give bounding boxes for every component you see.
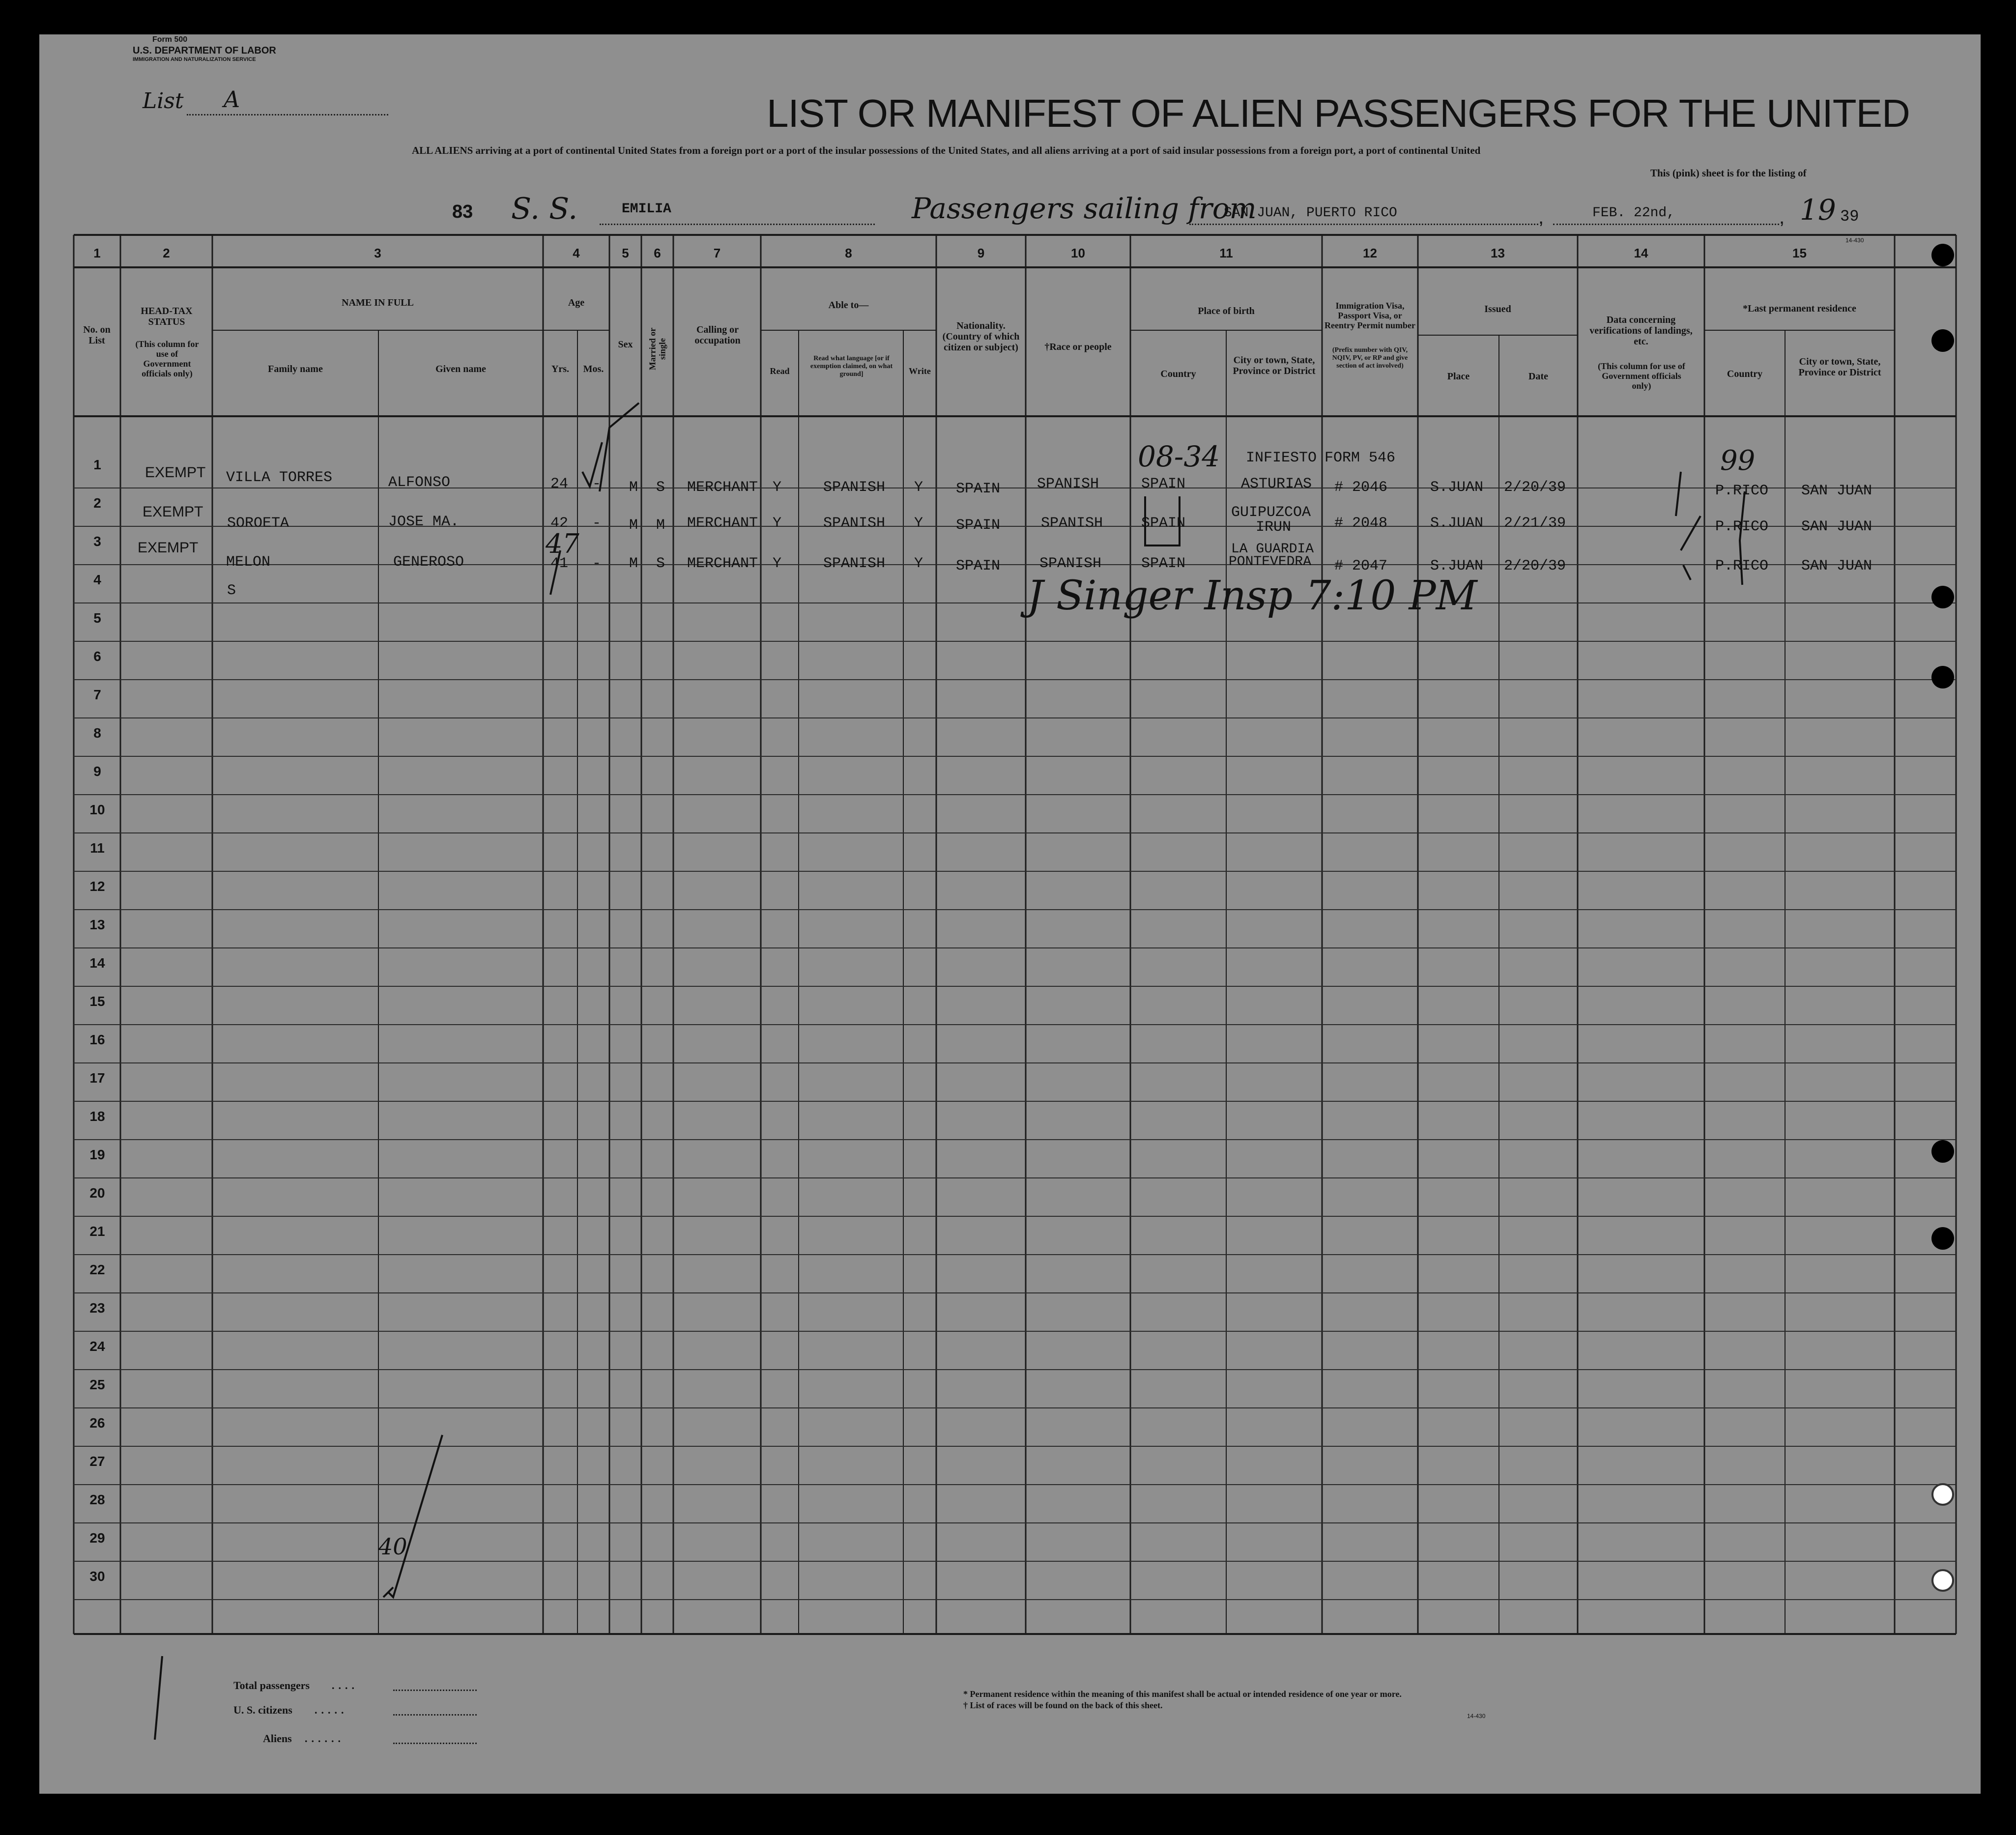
residence-country: P.RICO — [1715, 483, 1769, 499]
visa-number: # 2047 — [1334, 558, 1388, 574]
handwritten-40: 40 — [378, 1533, 407, 1560]
sex: M — [629, 517, 638, 534]
race: SPANISH — [1039, 555, 1102, 572]
binder-hole — [1931, 1227, 1954, 1250]
marital-status: S — [656, 555, 665, 572]
header-issued-date: Date — [1528, 371, 1548, 382]
header-visa: Immigration Visa, Passport Visa, or Reentry Permit number — [1325, 301, 1415, 330]
port-comma: , — [1538, 206, 1544, 228]
age-years: 42 — [550, 515, 569, 532]
handwritten-code: 08-34 — [1138, 440, 1220, 473]
can-read: Y — [773, 555, 782, 572]
column-number: 9 — [977, 246, 985, 260]
page-number: 83 — [452, 201, 473, 222]
ss-label: S. S. — [511, 192, 578, 226]
column-number: 2 — [163, 246, 170, 260]
column-number: 5 — [622, 246, 629, 260]
us-citizens-label: U. S. citizens — [233, 1704, 292, 1716]
row-number: 23 — [89, 1300, 105, 1316]
nationality: SPAIN — [956, 517, 1001, 534]
header-family-name: Family name — [268, 364, 323, 374]
column-number: 14 — [1634, 246, 1648, 260]
column-number: 3 — [374, 246, 381, 260]
nationality: SPAIN — [956, 481, 1001, 497]
birth-country: SPAIN — [1141, 515, 1186, 532]
column-number: 1 — [93, 246, 101, 260]
visa-form: FORM 546 — [1325, 450, 1396, 466]
service-name: IMMIGRATION AND NATURALIZATION SERVICE — [133, 57, 256, 62]
language: SPANISH — [823, 555, 886, 572]
column-number: 6 — [654, 246, 661, 260]
us-citizens-line — [393, 1714, 477, 1716]
column-number: 8 — [845, 246, 852, 260]
header-issued-place: Place — [1447, 371, 1470, 382]
race: SPANISH — [1041, 515, 1103, 532]
header-able-to: Able to— — [828, 300, 869, 311]
date-comma: , — [1779, 206, 1785, 228]
birth-city-above: INFIESTO — [1246, 450, 1317, 466]
occupation: MERCHANT — [687, 515, 758, 532]
race: SPANISH — [1037, 476, 1099, 492]
footnote-residence: * Permanent residence within the meaning of this manifest shall be actual or intended residence of one year or more. — [963, 1689, 1402, 1699]
birth-city: ASTURIAS — [1241, 476, 1312, 492]
row-number: 7 — [93, 687, 101, 702]
issued-place: S.JUAN — [1430, 558, 1484, 574]
header-verifications-note: (This column for use of Government officials only) — [1598, 361, 1685, 391]
aliens-label: Aliens — [263, 1732, 292, 1745]
column-number: 13 — [1491, 246, 1505, 260]
sex: M — [629, 555, 638, 572]
birth-city-above: LA GUARDIA — [1231, 542, 1314, 557]
residence-city: SAN JUAN — [1801, 558, 1872, 574]
row-number: 29 — [89, 1530, 105, 1546]
family-name: VILLA TORRES — [226, 469, 333, 486]
header-write: Write — [909, 366, 931, 376]
ship-name: EMILIA — [622, 201, 671, 217]
row-number: 5 — [93, 610, 101, 626]
header-last-residence: *Last permanent residence — [1743, 303, 1856, 314]
birth-country: SPAIN — [1141, 555, 1186, 572]
row-number: 27 — [89, 1454, 105, 1469]
total-passengers-line — [393, 1690, 477, 1691]
row-number: 25 — [89, 1377, 105, 1392]
header-birth-country: Country — [1160, 369, 1196, 379]
column-number: 7 — [713, 246, 721, 260]
marital-status: M — [656, 517, 665, 534]
issued-date: 2/20/39 — [1504, 479, 1566, 496]
binder-hole — [1931, 329, 1954, 352]
header-head-tax-note: (This column for use of Government officials only) — [135, 339, 199, 378]
manifest-title: LIST OR MANIFEST OF ALIEN PASSENGERS FOR THE UNITED — [767, 91, 1910, 135]
header-verifications: Data concerning verifications of landings, etc. — [1589, 315, 1693, 347]
sailing-label: Passengers sailing from — [912, 192, 1257, 225]
head-tax-status: EXEMPT — [145, 464, 206, 481]
port-name: SAN JUAN, PUERTO RICO — [1224, 205, 1397, 221]
inspector-signature: J Singer Insp 7:10 PM — [1027, 573, 1477, 619]
birth-city: PONTEVEDRA — [1229, 554, 1312, 570]
residence-city: SAN JUAN — [1801, 483, 1872, 499]
row-number: 14 — [89, 955, 105, 971]
row-number: 17 — [89, 1070, 105, 1086]
sex: M — [629, 479, 638, 496]
column-number: 10 — [1071, 246, 1085, 260]
can-read: Y — [773, 479, 782, 496]
row-number: 30 — [89, 1569, 105, 1584]
handwritten-47: 47 — [546, 528, 579, 559]
column-number: 4 — [573, 246, 580, 260]
header-age-mos: Mos. — [583, 364, 604, 374]
column-number: 15 — [1792, 246, 1807, 260]
birth-city: IRUN — [1256, 519, 1292, 536]
row4-family-initial: S — [227, 582, 236, 599]
binder-hole — [1931, 244, 1954, 266]
binder-hole — [1931, 586, 1954, 608]
binder-hole — [1931, 1483, 1954, 1506]
row-number: 10 — [89, 802, 105, 817]
header-age-yrs: Yrs. — [551, 364, 570, 374]
header-read: Read — [770, 366, 790, 376]
total-passengers-label: Total passengers — [233, 1679, 310, 1692]
header-place-of-birth: Place of birth — [1198, 306, 1255, 316]
can-write: Y — [914, 555, 923, 572]
given-name: JOSE MA. — [388, 514, 460, 530]
row-number: 19 — [89, 1147, 105, 1162]
issued-date: 2/20/39 — [1504, 558, 1566, 574]
row-number: 9 — [93, 764, 101, 779]
form-number: Form 500 — [152, 35, 188, 44]
header-age: Age — [568, 297, 585, 308]
head-tax-status: EXEMPT — [138, 540, 199, 556]
age-years: 24 — [550, 476, 569, 492]
header-visa-note: (Prefix number with QIV, NQIV, PV, or RP and give section of act involved) — [1332, 346, 1408, 370]
birth-city-above: GUIPUZCOA — [1231, 504, 1311, 521]
footer-form-code: 14-430 — [1467, 1713, 1486, 1720]
header-married: Married or single — [647, 327, 667, 371]
year-prefix: 19 — [1800, 193, 1836, 227]
row-number: 3 — [93, 534, 101, 549]
header-head-tax: HEAD-TAX STATUS — [141, 306, 193, 327]
row-number: 24 — [89, 1339, 105, 1354]
manifest-subtitle: ALL ALIENS arriving at a port of continental United States from a foreign port or a port of the insular possessions of the United States, and all aliens arriving at a port of said insular possessions from a foreign port, a port of continental United — [412, 144, 1481, 156]
age-months: - — [592, 476, 602, 492]
column-number: 12 — [1363, 246, 1377, 260]
row-number: 4 — [93, 572, 101, 587]
occupation: MERCHANT — [687, 555, 758, 572]
row-number: 6 — [93, 649, 101, 664]
header-given-name: Given name — [435, 364, 486, 374]
dots: ...... — [305, 1732, 345, 1745]
occupation: MERCHANT — [687, 479, 758, 496]
issued-place: S.JUAN — [1430, 515, 1484, 532]
row-number: 28 — [89, 1492, 105, 1507]
row-number: 15 — [89, 994, 105, 1009]
visa-number: # 2048 — [1334, 515, 1388, 532]
binder-hole — [1931, 1140, 1954, 1163]
header-birth-city: City or town, State, Province or District — [1233, 355, 1316, 376]
age-months: - — [592, 515, 602, 532]
issued-place: S.JUAN — [1430, 479, 1484, 496]
footnote-races: † List of races will be found on the back of this sheet. — [963, 1700, 1163, 1710]
header-nationality: Nationality. (Country of which citizen or subject) — [942, 320, 1020, 353]
row-number: 1 — [93, 457, 101, 472]
header-read-language: Read what language [or if exemption claimed, on what ground] — [810, 355, 893, 378]
row-number: 22 — [89, 1262, 105, 1277]
can-write: Y — [914, 515, 923, 532]
header-residence-country: Country — [1727, 369, 1763, 379]
row-number: 8 — [93, 725, 101, 741]
header-calling: Calling or occupation — [694, 324, 741, 346]
marital-status: S — [656, 479, 665, 496]
row-number: 2 — [93, 495, 101, 511]
can-write: Y — [914, 479, 923, 496]
manifest-subtitle-2: This (pink) sheet is for the listing of — [1650, 167, 1807, 179]
issued-date: 2/21/39 — [1504, 515, 1566, 532]
header-race: †Race or people — [1044, 342, 1112, 352]
language: SPANISH — [823, 479, 886, 496]
column-number: 11 — [1219, 246, 1233, 260]
handwritten-99: 99 — [1720, 445, 1756, 477]
header-issued: Issued — [1484, 304, 1511, 315]
row-number: 11 — [90, 840, 105, 856]
binder-hole — [1931, 1569, 1954, 1592]
family-name: SOROETA — [227, 515, 289, 532]
residence-city: SAN JUAN — [1801, 518, 1872, 535]
head-tax-status: EXEMPT — [143, 504, 203, 520]
aliens-line — [393, 1743, 477, 1744]
row-number: 26 — [89, 1415, 105, 1431]
list-value: A — [224, 86, 240, 113]
birth-country: SPAIN — [1141, 476, 1186, 492]
year-suffix: 39 — [1840, 207, 1859, 226]
sailing-date: FEB. 22nd, — [1592, 205, 1675, 221]
row-number: 20 — [89, 1185, 105, 1201]
age-months: - — [592, 555, 602, 572]
age-years: 41 — [550, 555, 569, 572]
binder-hole — [1931, 666, 1954, 688]
family-name: MELON — [226, 554, 271, 571]
header-name-in-full: NAME IN FULL — [342, 297, 414, 308]
given-name: GENEROSO — [393, 554, 464, 571]
language: SPANISH — [823, 515, 886, 532]
residence-country: P.RICO — [1715, 518, 1769, 535]
visa-number: # 2046 — [1334, 479, 1388, 496]
given-name: ALFONSO — [388, 474, 451, 491]
dots: .... — [332, 1679, 358, 1692]
row-number: 18 — [89, 1109, 105, 1124]
dots: ..... — [315, 1704, 348, 1716]
header-sex: Sex — [618, 339, 633, 350]
header-residence-city: City or town, State, Province or District — [1798, 356, 1881, 378]
form-code: 14-430 — [1845, 237, 1864, 244]
can-read: Y — [773, 515, 782, 532]
residence-country: P.RICO — [1715, 558, 1769, 574]
header-no-on-list: No. on List — [83, 324, 111, 346]
nationality: SPAIN — [956, 558, 1001, 574]
row-number: 12 — [89, 879, 105, 894]
row-number: 21 — [89, 1224, 105, 1239]
list-label: List — [143, 88, 184, 114]
row-number: 13 — [89, 917, 105, 932]
row-number: 16 — [89, 1032, 105, 1047]
department-name: U.S. DEPARTMENT OF LABOR — [133, 45, 276, 56]
